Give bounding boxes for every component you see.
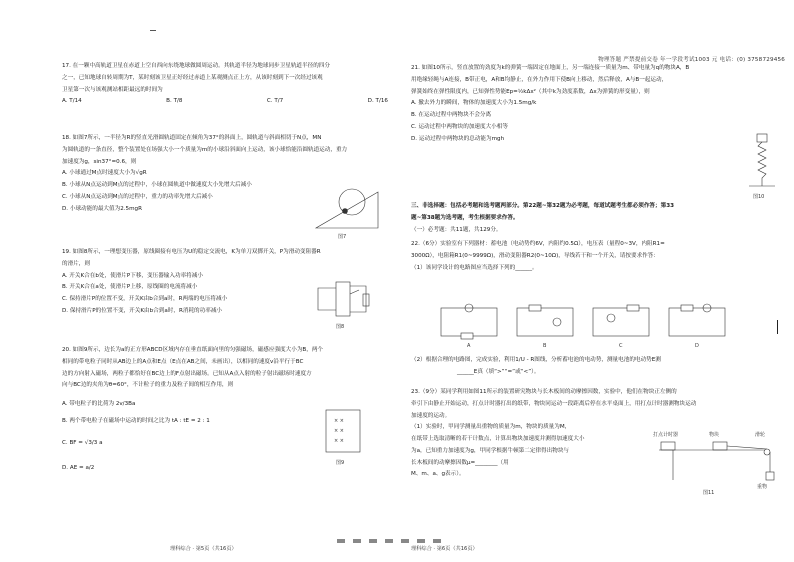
q21-stem: 用绝缘轻绳与A连接，B带正电，A和B均静止，在外力作用下使B向上移动，然后释放，A与B一起运动， <box>411 76 668 83</box>
option-a[interactable]: A. 开关K合在b处，使滑片P下移，变压器输入功率将减小 <box>62 272 203 279</box>
binding-mark <box>777 320 778 334</box>
timer <box>661 442 675 450</box>
figure-11 <box>653 428 783 498</box>
option-a[interactable]: A. T/14 <box>62 98 82 105</box>
q20-stem: 相同的带电粒子同时从AB边上的A点和E点（E点在AB之间，未画出），以相同的速度v沿平行于BC <box>62 358 304 365</box>
option-d[interactable]: D. AE = a/2 <box>62 464 95 471</box>
q20-stem: 边的方向射入磁场，两粒子都恰好在BC边上的F点射出磁场。已知从A点入射的粒子射出磁场时速度方 <box>62 370 312 377</box>
switch-k <box>350 290 359 294</box>
q18-stem: 为圆轨道的一条直径，整个装置处在场强大小一个质量为m的小球沿斜面向上运动，该小球恰能沿圆轨道运动，重力 <box>62 146 348 153</box>
q17-stem: 17. 在一颗中高轨道卫星在赤道上空自西向东绕地球做圆周运动。其轨道半径为地球同步卫星轨道半径的四分 <box>62 63 330 69</box>
secondary-circuit <box>350 286 366 312</box>
q21-stem: 弹簧始终在弹性限度内，已知弹性势能Ep=½kΔx²（其中k为劲度系数，Δx为弹簧的形变量），则 <box>411 88 650 95</box>
question-22 <box>411 240 783 275</box>
right-footer: 理科综合 · 第6页（共16页） <box>411 546 478 552</box>
right-page <box>397 0 794 562</box>
q23-stem: M、m、a、g表示）。 <box>411 471 465 478</box>
option-b[interactable]: B. 在运动过程中两物块不会分离 <box>411 112 492 119</box>
label-c[interactable]: C <box>619 343 623 349</box>
q23-stem: （1）实验时，甲同学测量出重物的质量为m，物块的质量为M， <box>411 424 571 431</box>
option-b[interactable]: B. 开关K合在a处，使滑片P上移，原线圈的电流将减小 <box>62 284 198 291</box>
option-a[interactable]: A. 撤去外力的瞬间，物体的加速度大小为1.5mg/k <box>411 100 537 107</box>
q23-stem: 在纸带上选取清晰的若干计数点，计算出物块加速度并测得加速度大小 <box>411 436 585 443</box>
question-17 <box>62 62 388 109</box>
fig11-caption: 图11 <box>703 490 715 496</box>
svg-text:× ×: × × <box>334 438 344 444</box>
label-pulley: 滑轮 <box>755 432 766 438</box>
option-d[interactable]: D. 保持滑片P的位置不变，开关K由b合到a时，R消耗的功率减小 <box>62 307 223 314</box>
option-c[interactable]: C. 小球从N点运动到M点的过程中，重力的功率先增大后减小 <box>62 193 213 200</box>
primary-circuit <box>318 288 336 310</box>
option-c[interactable]: C. 保持滑片P的位置不变，开关K由b合到a时，R两端的电压将减小 <box>62 296 228 303</box>
option-a[interactable]: A. 小球通过M点时速度大小为√gR <box>62 170 147 177</box>
q22-stem: （1）该同学设计的电路图应当选择下列的______。 <box>411 264 538 271</box>
q23-stem: 为a，已知重力加速度为g，甲同学根据牛顿第二定律得出物块与 <box>411 447 570 454</box>
figure-10 <box>745 130 781 202</box>
fig9-caption: 图9 <box>336 460 345 466</box>
option-d[interactable]: D. T/16 <box>367 98 388 105</box>
q19-stem: 19. 如图8所示，一理想变压器，原线圈接有电压为U的稳定交流电，K为单刀双掷开关，P为滑动变阻器R <box>62 249 321 255</box>
option-c[interactable]: C. 运动过程中两物块的加速度大小相等 <box>411 123 508 130</box>
q18-stem: 加速度为g，sin37°=0.6，则 <box>62 158 137 165</box>
option-b[interactable]: B. T/8 <box>166 98 183 105</box>
question-22-part2 <box>411 356 783 380</box>
section-3 <box>411 202 783 237</box>
option-b[interactable]: B. 小球从N点运动到M点的过程中，小球在圆轨道中做速度大小先增大后减小 <box>62 182 252 189</box>
q23-stem: 加速度的运动。 <box>411 412 451 419</box>
fig7-caption: 图7 <box>338 234 347 240</box>
circuit-d <box>669 304 725 336</box>
fig10-caption: 图10 <box>753 194 765 200</box>
string <box>727 446 767 449</box>
pulley <box>764 449 770 455</box>
section-title: 题~第38题为选考题，考生根据要求作答。 <box>411 214 519 221</box>
question-21 <box>411 64 763 146</box>
figure-8 <box>312 274 374 332</box>
transformer-core <box>336 282 350 316</box>
label-a[interactable]: A <box>467 343 471 349</box>
q23-stem: 牵引下由静止开始运动，打点计时器打出的纸带，物块同运动一段距离后停在水平桌面上，用打点计时器测物块运动 <box>411 400 697 407</box>
svg-text:× ×: × × <box>334 418 344 424</box>
circuit-c <box>593 305 649 336</box>
left-footer: 理科综合 · 第5页（共16页） <box>170 546 237 552</box>
fig8-caption: 图8 <box>336 324 345 330</box>
q18-stem: 18. 如图7所示，一半径为R的竖直光滑圆轨道固定在倾角为37°的斜面上，圆轨道与斜面相切于N点，MN <box>62 135 322 141</box>
option-c[interactable]: C. T/7 <box>266 98 284 105</box>
label-d[interactable]: D <box>695 343 699 349</box>
circuit-a <box>441 304 497 339</box>
q22-stem: ______E真（填“>”“=”或“<”）。 <box>457 368 540 375</box>
label-weight: 重物 <box>757 484 768 490</box>
block <box>713 442 727 450</box>
q19-stem: 的滑片，则 <box>62 260 90 267</box>
q22-stem: 22.（6分）实验室有下列器材：蓄电池（电动势约6V，内阻约0.5Ω），电压表（量程0~3V，内阻R1= <box>411 241 665 247</box>
block-a <box>757 134 767 142</box>
circuit-diagrams <box>437 300 737 350</box>
option-d[interactable]: D. 小球动能的最大值为2.5mgR <box>62 205 142 212</box>
page-header: 物理答题 严禁提前交卷 年一学段考试1003 元 电话：(0) 3758729456 <box>598 57 785 63</box>
circuit-b <box>517 305 573 336</box>
q17-options <box>62 97 388 109</box>
q22-stem: 3000Ω），电阻箱R1(0~9999Ω)，滑动变阻器R2(0~10Ω)，导线若干和一个开关，请按要求作答： <box>411 252 659 259</box>
figure-9 <box>318 404 370 468</box>
q17-stem: 卫星第一次与该观测站相距最远的时间为 <box>62 86 163 93</box>
q17-stem: 之一，已知地球自转周期为T，某时刻该卫星正好经过赤道上某观测点正上方，从该时刻到下一次经过该观 <box>62 74 323 81</box>
q22-stem: （2）根据合理的电路图，完成实验，利用1/U - R图线，分析蓄电池的电动势，测量电池的电动势E测 <box>411 357 661 363</box>
spring <box>758 142 766 186</box>
label-b[interactable]: B <box>543 343 547 349</box>
label-block: 物块 <box>709 432 720 438</box>
q23-stem: 长木板间的动摩擦因数μ=________（用 <box>411 459 509 466</box>
option-d[interactable]: D. 运动过程中两物块的总动能为mgh <box>411 135 505 142</box>
ball <box>343 209 348 214</box>
section-subtitle: （一）必考题：共11题，共129分。 <box>411 226 502 233</box>
q21-stem: 21. 如图10所示，竖直放置的劲度为k的弹簧一端固定在地面上，另一端连接一质量为m、带电量为q的物块A，B <box>411 65 690 71</box>
q23-stem: 23.（9分）某同学利用如图11所示的装置研究物块与长木板间的动摩擦因数，实验中，他们在物块正左侧的 <box>411 389 677 395</box>
q20-stem: 20. 如图9所示，边长为a的正方形ABCD区域内存在垂直纸面向里的匀强磁场，磁感应强度大小为B，两个 <box>62 347 324 353</box>
option-c[interactable]: C. BF = √3/3 a <box>62 440 103 447</box>
section-title: 三、非选择题：包括必考题和选考题两部分。第22题~第32题为必考题，每道试题考生都必须作答；第33 <box>411 203 674 209</box>
option-a[interactable]: A. 带电粒子的比荷为 2v/3Ba <box>62 400 136 407</box>
q20-stem: 向与BC边的夹角为θ=60°，不计粒子的重力及粒子间的相互作用，则 <box>62 382 234 389</box>
option-b[interactable]: B. 两个带电粒子在磁场中运动的时间之比为 tA : tE = 2 : 1 <box>62 417 210 424</box>
figure-7 <box>312 178 382 240</box>
label-timer: 打点计时器 <box>653 432 679 438</box>
svg-text:× ×: × × <box>334 428 344 434</box>
weight <box>766 472 774 480</box>
